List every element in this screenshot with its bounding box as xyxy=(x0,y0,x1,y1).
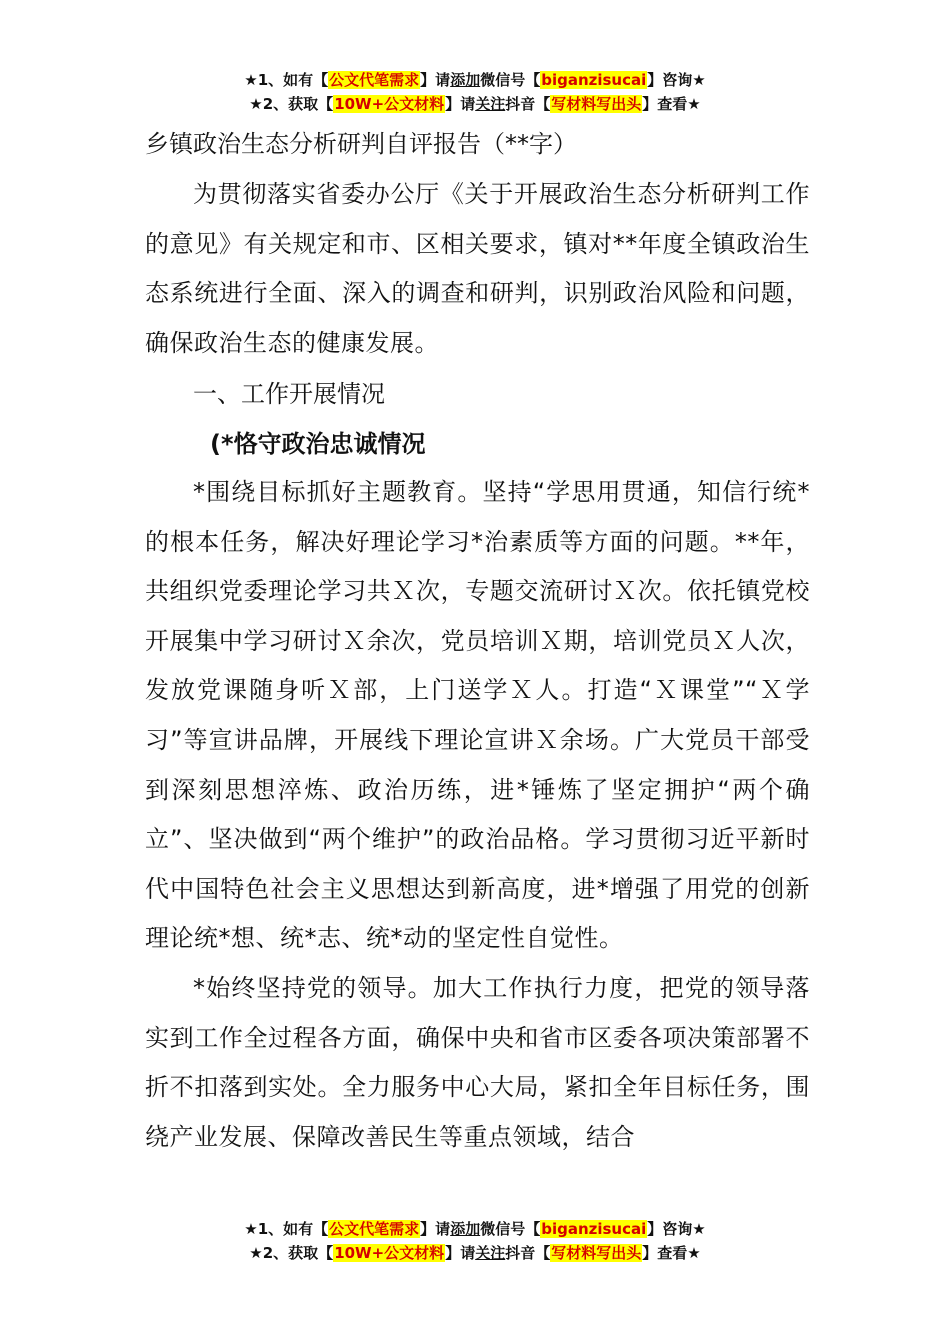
banner-text: 】咨询★ xyxy=(647,71,706,89)
banner-text: ★1、如有【 xyxy=(244,1220,329,1238)
banner-text: ★2、获取【 xyxy=(249,95,334,113)
intro-block xyxy=(145,170,810,368)
highlight-service: 公文代笔需求 xyxy=(329,71,420,89)
banner-text: 】请 xyxy=(445,95,476,113)
highlight-douyin: 写材料写出头 xyxy=(551,95,642,113)
paragraph-1: *围绕目标抓好主题教育。坚持“学思用贯通，知信行统*的根本任务，解决好理论学习*治素质等方面的问题。**年，共组织党委理论学习共Ｘ次，专题交流研讨Ｘ次。依托镇党校开展集中学习研讨Ｘ余次，党员培训Ｘ期，培训党员Ｘ人次，发放党课随身听Ｘ部，上门送学Ｘ人。打造“Ｘ课堂”“Ｘ学习”等宣讲品牌，开展线下理论宣讲Ｘ余场。广大党员干部受到深刻思想淬炼、政治历练，进*锤炼了坚定拥护“两个确立”、坚决做到“两个维护”的政治品格。学习贯彻习近平新时代中国特色社会主义思想达到新高度，进*增强了用党的创新理论统*想、统*志、统*动的坚定性自觉性。 xyxy=(145,478,810,953)
banner-underline: 关注 xyxy=(475,95,506,113)
body-block xyxy=(145,468,810,1162)
banner-text: 抖音【 xyxy=(505,95,551,113)
banner-text: ★1、如有【 xyxy=(244,71,329,89)
highlight-service: 公文代笔需求 xyxy=(329,1220,420,1238)
document-title: 乡镇政治生态分析研判自评报告（**字） xyxy=(145,130,577,158)
banner-line-1 xyxy=(0,1217,950,1241)
banner-underline: 添加 xyxy=(450,1220,481,1238)
highlight-wechat-id: biganzisucai xyxy=(541,71,647,89)
section-heading: 一、工作开展情况 xyxy=(193,380,385,408)
banner-underline: 添加 xyxy=(450,71,481,89)
banner-text: 抖音【 xyxy=(505,1244,551,1262)
banner-text: 】查看★ xyxy=(642,1244,701,1262)
paragraph-2: *始终坚持党的领导。加大工作执行力度，把党的领导落实到工作全过程各方面，确保中央和省市区委各项决策部署不折不扣落到实处。全力服务中心大局，紧扣全年目标任务，围绕产业发展、保障改善民生等重点领域，结合 xyxy=(145,973,810,1151)
banner-text: 微信号【 xyxy=(480,71,541,89)
highlight-wechat-id: biganzisucai xyxy=(541,1220,647,1238)
highlight-materials: 10W+公文材料 xyxy=(334,1244,445,1262)
banner-text: 】请 xyxy=(420,1220,451,1238)
banner-line-2 xyxy=(0,92,950,116)
banner-text: 】请 xyxy=(420,71,451,89)
banner-line-2 xyxy=(0,1241,950,1265)
banner-underline: 关注 xyxy=(475,1244,506,1262)
highlight-douyin: 写材料写出头 xyxy=(551,1244,642,1262)
intro-paragraph: 为贯彻落实省委办公厅《关于开展政治生态分析研判工作的意见》有关规定和市、区相关要求，镇对**年度全镇政治生态系统进行全面、深入的调查和研判，识别政治风险和问题，确保政治生态的健康发展。 xyxy=(145,180,810,357)
bottom-banner xyxy=(0,1217,950,1265)
banner-text: 】请 xyxy=(445,1244,476,1262)
banner-text: 】查看★ xyxy=(642,95,701,113)
banner-text: 微信号【 xyxy=(480,1220,541,1238)
subsection-heading: (*恪守政治忠诚情况 xyxy=(210,430,426,458)
top-banner xyxy=(0,68,950,116)
banner-line-1 xyxy=(0,68,950,92)
highlight-materials: 10W+公文材料 xyxy=(334,95,445,113)
banner-text: 】咨询★ xyxy=(647,1220,706,1238)
banner-text: ★2、获取【 xyxy=(249,1244,334,1262)
